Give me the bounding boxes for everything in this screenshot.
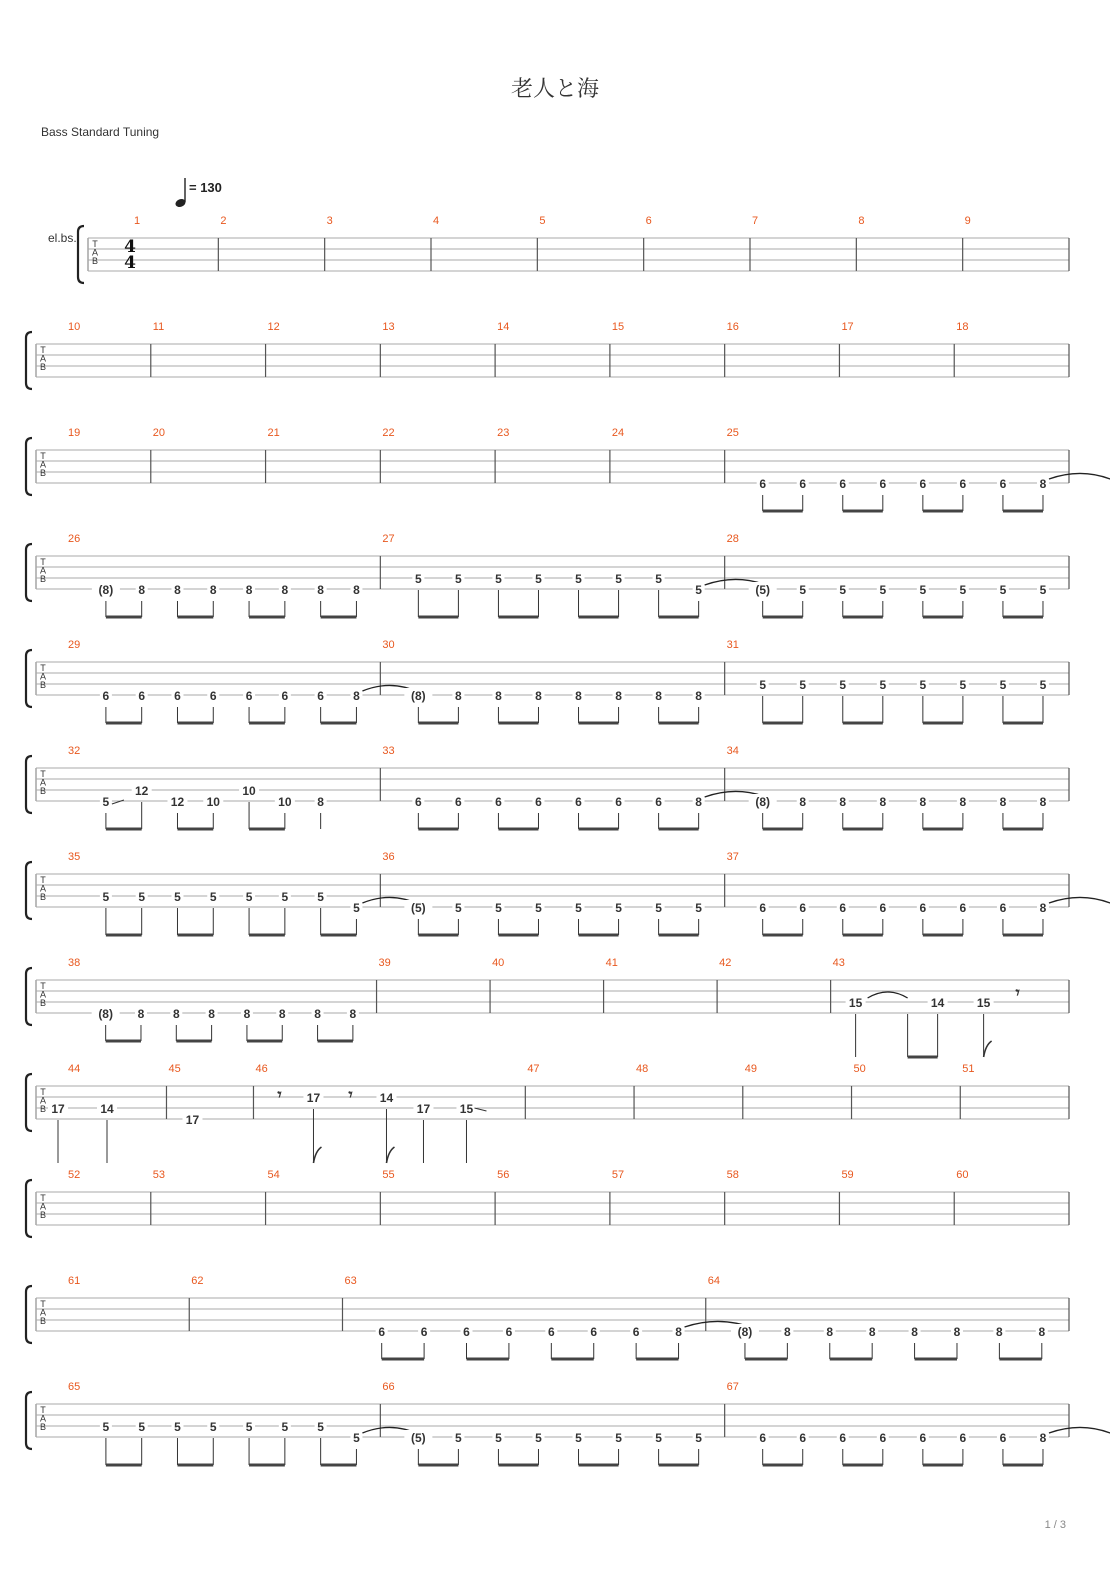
fret-number: 8 [839,795,847,809]
system-bracket [26,332,32,389]
measure-number: 25 [726,427,739,439]
measure-number: 46 [255,1063,268,1075]
fret-number: 12 [170,795,185,809]
fret-number: 6 [455,795,462,809]
fret-number: 6 [575,795,582,809]
tab-clef-letter: A [39,565,47,576]
fret-number: 5 [353,901,360,915]
fret-number: 8 [281,583,289,597]
fret-number: 8 [1039,901,1047,915]
fret-number: 15 [459,1102,474,1116]
measure-number: 20 [152,427,166,439]
fret-number: 5 [575,1431,582,1445]
fret-number: 5 [879,678,887,692]
fret-number: 5 [575,901,582,915]
fret-number: 5 [799,583,807,597]
tab-clef-letter: B [39,468,47,479]
system-bracket [26,1180,32,1237]
fret-number: 5 [245,1420,253,1434]
measure-number: 37 [726,851,739,863]
tab-clef-letter: T [40,663,46,673]
fret-number: 5 [174,890,181,904]
measure-number: 3 [326,215,333,227]
measure-number: 50 [853,1063,866,1075]
fret-number: 17 [51,1102,65,1116]
measure-number: 42 [719,957,732,969]
fret-number: 6 [590,1325,598,1339]
fret-number: 5 [879,583,887,597]
measure-number: 18 [956,321,969,333]
fret-number: 5 [999,583,1007,597]
fret-number: 8 [243,1007,251,1021]
tab-clef-letter: B [39,786,47,797]
fret-number: (8) [411,689,426,703]
fret-number: 10 [242,784,256,798]
fret-number: 8 [826,1325,834,1339]
fret-number: 5 [575,572,582,586]
fret-number: 5 [317,890,324,904]
measure-number: 4 [433,215,440,227]
measure-number: 62 [191,1275,204,1287]
measure-number: 9 [964,215,971,227]
measure-number: 8 [858,215,865,227]
fret-number: 5 [655,1431,662,1445]
fret-number: 6 [505,1325,513,1339]
fret-number: 5 [281,890,289,904]
eighth-rest: 𝄾 [1015,983,1020,1002]
note-flag [386,1147,394,1163]
tab-clef-letter: T [40,451,46,461]
fret-number: 5 [655,572,662,586]
fret-number: 5 [919,678,927,692]
fret-number: (5) [411,1431,426,1445]
measure-number: 28 [726,533,739,545]
measure-number: 59 [841,1169,854,1181]
fret-number: 5 [839,678,847,692]
fret-number: 8 [615,689,622,703]
fret-number: 6 [174,689,181,703]
tab-clef-letter: B [39,892,47,903]
tab-clef-letter: A [39,777,47,788]
measure-number: 34 [726,745,739,757]
fret-number: 5 [138,1420,146,1434]
measure-number: 49 [744,1063,758,1075]
fret-number: 8 [278,1007,286,1021]
fret-number: 8 [245,583,253,597]
fret-number: 8 [919,795,927,809]
fret-number: 8 [996,1325,1003,1339]
fret-number: 5 [1039,678,1047,692]
song-title: 老人と海 [510,77,599,102]
measure-number: 22 [382,427,395,439]
measure-number: 1 [134,215,141,227]
tab-clef-letter: T [40,1299,46,1309]
fret-number: 6 [420,1325,428,1339]
fret-number: 5 [615,1431,622,1445]
fret-number: 5 [1039,583,1047,597]
tie-arc [1049,473,1110,481]
system-bracket [26,438,32,495]
measure-number: 23 [497,427,510,439]
fret-number: 6 [839,477,847,491]
fret-number: 6 [759,901,767,915]
instrument-name: el.bs. [48,231,77,245]
system-bracket [26,756,32,813]
tab-clef-letter: A [39,459,47,470]
fret-number: 6 [245,689,253,703]
measure-number: 56 [497,1169,510,1181]
tab-clef-letter: T [40,769,46,779]
tab-clef-letter: B [91,256,99,267]
fret-number: 8 [1039,1431,1047,1445]
measure-number: 27 [382,533,395,545]
fret-number: 8 [349,1007,357,1021]
time-signature-bottom: 4 [124,253,136,273]
tab-clef-letter: A [39,671,47,682]
tuning-label: Bass Standard Tuning [41,125,160,139]
eighth-rest: 𝄾 [348,1085,353,1104]
tab-clef-letter: T [40,345,46,355]
fret-number: 10 [278,795,292,809]
measure-number: 60 [956,1169,969,1181]
system-bracket [26,544,32,601]
fret-number: 5 [959,678,967,692]
fret-number: 5 [759,678,767,692]
fret-number: 6 [281,689,289,703]
tab-clef-letter: T [92,239,98,249]
fret-number: 8 [655,689,662,703]
fret-number: 5 [999,678,1007,692]
fret-number: 6 [317,689,324,703]
measure-number: 38 [68,957,81,969]
fret-number: 8 [959,795,967,809]
fret-number: 5 [695,583,702,597]
fret-number: 8 [1039,477,1047,491]
fret-number: 5 [138,890,146,904]
measure-number: 14 [497,321,510,333]
fret-number: 6 [879,901,887,915]
fret-number: 6 [879,477,887,491]
fret-number: 8 [172,1007,180,1021]
measure-number: 7 [752,215,759,227]
fret-number: 8 [208,1007,215,1021]
tab-clef-letter: B [39,1104,47,1115]
measure-number: 11 [152,321,165,333]
fret-number: 8 [999,795,1007,809]
measure-number: 17 [841,321,854,333]
fret-number: 5 [959,583,967,597]
fret-number: 8 [455,689,462,703]
fret-number: 6 [999,477,1007,491]
tie-arc [1049,897,1110,905]
measure-number: 54 [267,1169,280,1181]
fret-number: 6 [799,1431,807,1445]
fret-number: 6 [959,901,967,915]
measure-number: 63 [344,1275,357,1287]
measure-number: 21 [267,427,280,439]
fret-number: 8 [868,1325,876,1339]
measure-number: 41 [605,957,618,969]
tab-clef-letter: T [40,875,46,885]
measure-number: 48 [636,1063,649,1075]
measure-number: 26 [68,533,81,545]
fret-number: 6 [535,795,542,809]
tab-clef-letter: T [40,1087,46,1097]
page-number: 1 / 3 [1044,1519,1066,1531]
tab-clef-letter: B [39,680,47,691]
tab-clef-letter: B [39,1422,47,1433]
measure-number: 35 [68,851,81,863]
fret-number: 14 [930,996,945,1010]
measure-number: 65 [68,1381,81,1393]
fret-number: 8 [495,689,502,703]
fret-number: 8 [695,689,702,703]
fret-number: 5 [839,583,847,597]
fret-number: 12 [135,784,149,798]
fret-number: 5 [919,583,927,597]
measure-number: 31 [726,639,739,651]
tab-clef-letter: B [39,998,47,1009]
fret-number: 5 [415,572,422,586]
tab-clef-letter: B [39,574,47,585]
fret-number: 5 [495,901,502,915]
measure-number: 53 [152,1169,166,1181]
fret-number: 5 [615,901,622,915]
tab-clef-letter: T [40,1193,46,1203]
fret-number: 5 [535,1431,542,1445]
fret-number: 8 [535,689,542,703]
fret-number: 8 [799,795,807,809]
tab-clef-letter: B [39,362,47,373]
fret-number: 5 [695,901,702,915]
measure-number: 61 [68,1275,81,1287]
fret-number: (8) [755,795,771,809]
tab-clef-letter: T [40,981,46,991]
fret-number: 8 [137,1007,145,1021]
fret-number: 5 [174,1420,181,1434]
measure-number: 47 [527,1063,540,1075]
measure-number: 15 [611,321,625,333]
fret-number: 6 [463,1325,470,1339]
measure-number: 2 [220,215,227,227]
eighth-rest: 𝄾 [277,1085,282,1104]
fret-number: 8 [174,583,181,597]
fret-number: 5 [455,901,462,915]
note-flag [313,1147,321,1163]
fret-number: 5 [455,572,462,586]
measure-number: 39 [378,957,391,969]
fret-number: 6 [547,1325,555,1339]
fret-number: 8 [314,1007,321,1021]
measure-number: 13 [382,321,395,333]
fret-number: 5 [317,1420,324,1434]
fret-number: 8 [575,689,582,703]
measure-number: 45 [168,1063,181,1075]
fret-number: 5 [102,1420,110,1434]
note-flag [984,1041,992,1057]
measure-number: 57 [611,1169,625,1181]
fret-number: 6 [209,689,217,703]
system-bracket [26,862,32,919]
measure-number: 51 [962,1063,975,1075]
fret-number: 6 [919,1431,927,1445]
measure-number: 40 [492,957,505,969]
fret-number: 17 [416,1102,431,1116]
fret-number: 5 [799,678,807,692]
fret-number: 6 [799,477,807,491]
fret-number: 8 [695,795,702,809]
fret-number: 8 [953,1325,961,1339]
fret-number: 5 [102,795,110,809]
fret-number: (5) [755,583,771,597]
measure-number: 12 [267,321,280,333]
measure-number: 19 [68,427,81,439]
fret-number: 5 [102,890,110,904]
measure-number: 6 [645,215,652,227]
measure-number: 64 [707,1275,720,1287]
measure-number: 33 [382,745,395,757]
fret-number: (8) [737,1325,753,1339]
fret-number: 6 [839,1431,847,1445]
fret-number: 14 [379,1091,394,1105]
system-bracket [26,1392,32,1449]
fret-number: 6 [415,795,422,809]
fret-number: 5 [615,572,622,586]
tab-clef-letter: T [40,557,46,567]
fret-number: 5 [209,1420,217,1434]
fret-number: 6 [378,1325,386,1339]
tab-clef-letter: A [39,1307,47,1318]
fret-number: 5 [353,1431,360,1445]
fret-number: 6 [615,795,622,809]
fret-number: 8 [317,795,324,809]
fret-number: 8 [879,795,887,809]
fret-number: 8 [784,1325,791,1339]
tab-clef-letter: A [39,1095,47,1106]
measure-number: 16 [726,321,739,333]
fret-number: 6 [632,1325,640,1339]
fret-number: 10 [206,795,220,809]
system-bracket [26,1074,32,1131]
measure-number: 29 [68,639,81,651]
fret-number: 8 [675,1325,682,1339]
fret-number: 6 [919,477,927,491]
tab-clef-letter: T [40,1405,46,1415]
measure-number: 36 [382,851,395,863]
fret-number: 8 [138,583,146,597]
fret-number: 6 [138,689,146,703]
fret-number: 5 [695,1431,702,1445]
fret-number: 6 [102,689,110,703]
tie-arc [1049,1427,1110,1435]
time-signature-top: 4 [124,237,136,257]
fret-number: 6 [959,1431,967,1445]
fret-number: 6 [759,1431,767,1445]
fret-number: 8 [911,1325,918,1339]
tab-clef-letter: A [39,353,47,364]
fret-number: 5 [245,890,253,904]
tab-clef-letter: A [39,1201,47,1212]
measure-number: 67 [726,1381,739,1393]
fret-number: (8) [98,583,114,597]
fret-number: 6 [959,477,967,491]
fret-number: (8) [98,1007,113,1021]
fret-number: 15 [848,996,863,1010]
fret-number: 6 [799,901,807,915]
measure-number: 44 [68,1063,81,1075]
fret-number: 6 [839,901,847,915]
fret-number: 6 [919,901,927,915]
fret-number: 6 [879,1431,887,1445]
system-bracket [26,1286,32,1343]
fret-number: 8 [353,689,360,703]
fret-number: 5 [281,1420,289,1434]
fret-number: 5 [209,890,217,904]
tab-clef-letter: B [39,1210,47,1221]
fret-number: 6 [495,795,502,809]
fret-number: 5 [495,1431,502,1445]
measure-number: 10 [68,321,81,333]
fret-number: 5 [535,901,542,915]
fret-number: 6 [999,1431,1007,1445]
fret-number: 8 [317,583,324,597]
measure-number: 55 [382,1169,395,1181]
fret-number: 6 [759,477,767,491]
tab-clef-letter: A [39,883,47,894]
fret-number: 15 [976,996,991,1010]
tab-clef-letter: A [39,989,47,1000]
measure-number: 24 [611,427,625,439]
fret-number: 5 [455,1431,462,1445]
fret-number: (5) [411,901,426,915]
system-bracket [26,968,32,1025]
tempo-value: = 130 [189,180,222,195]
measure-number: 52 [68,1169,81,1181]
measure-number: 43 [832,957,845,969]
fret-number: 8 [209,583,217,597]
system-bracket [26,650,32,707]
measure-number: 5 [539,215,546,227]
fret-number: 6 [655,795,662,809]
fret-number: 5 [495,572,502,586]
measure-number: 32 [68,745,81,757]
fret-number: 8 [353,583,360,597]
measure-number: 58 [726,1169,739,1181]
fret-number: 5 [655,901,662,915]
system-bracket [78,226,84,283]
fret-number: 14 [100,1102,114,1116]
fret-number: 5 [535,572,542,586]
tab-clef-letter: A [91,247,99,258]
fret-number: 17 [306,1091,321,1105]
fret-number: 8 [1038,1325,1046,1339]
fret-number: 17 [185,1113,200,1127]
measure-number: 30 [382,639,395,651]
fret-number: 6 [999,901,1007,915]
measure-number: 66 [382,1381,395,1393]
fret-number: 8 [1039,795,1047,809]
tie-arc [868,992,908,998]
tab-clef-letter: A [39,1413,47,1424]
tab-clef-letter: B [39,1316,47,1327]
